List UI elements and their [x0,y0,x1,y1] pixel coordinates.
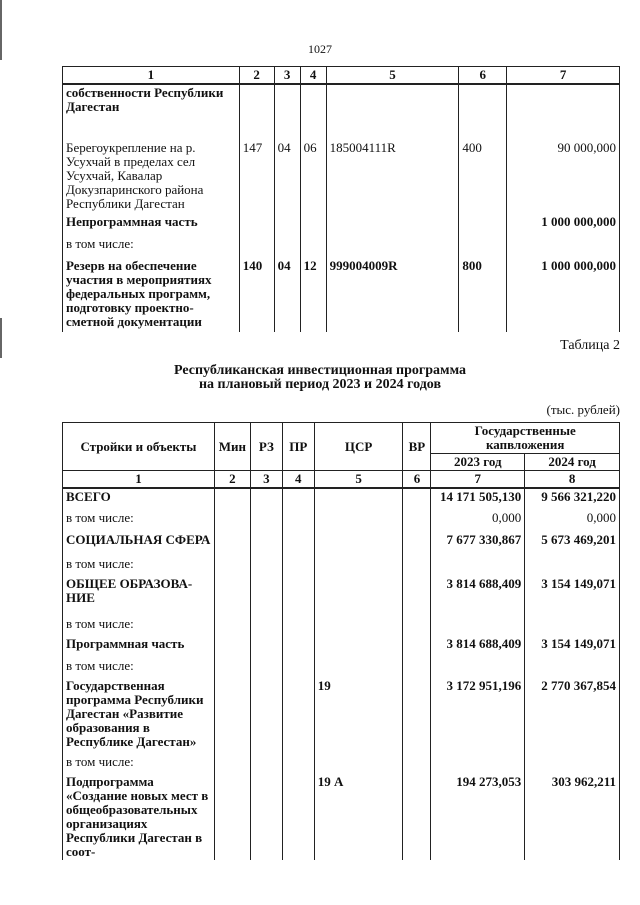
column-number: 7 [431,471,525,489]
row-name: Непрограммная часть [63,214,240,236]
cell-pr: 06 [300,140,326,214]
row-name: в том числе: [63,658,215,678]
row-name: в том числе: [63,754,215,774]
cell-csr [314,636,403,658]
column-number: 7 [507,67,620,85]
table-row [63,236,620,258]
row-name: Подпрограмма «Создание новых мест в общеобразовательных организациях Республики Дагестан в соот- [63,774,215,860]
cell-rz [274,84,300,140]
cell-2023: 7 677 330,867 [431,532,525,556]
cell-2024 [525,556,620,576]
cell-2023 [431,556,525,576]
cell-csr [326,84,459,140]
cell-csr [326,236,459,258]
cell-amount: 90 000,000 [507,140,620,214]
header-min: Мин [214,423,250,471]
cell-min [239,236,274,258]
table-row [63,510,620,532]
cell-pr [300,214,326,236]
cell-csr [314,510,403,532]
table-row [63,488,620,510]
cell-csr [314,556,403,576]
table-row [63,214,620,236]
column-number: 1 [63,67,240,85]
table-1-header-row [63,67,620,85]
cell-2024 [525,754,620,774]
row-name: Программная часть [63,636,215,658]
header-rz: РЗ [250,423,282,471]
cell-amount: 1 000 000,000 [507,214,620,236]
table-row [63,140,620,214]
cell-min: 140 [239,258,274,332]
column-number: 6 [459,67,507,85]
column-number: 3 [250,471,282,489]
cell-min: 147 [239,140,274,214]
cell-2023: 3 172 951,196 [431,678,525,754]
cell-vr: 400 [459,140,507,214]
cell-2024: 5 673 469,201 [525,532,620,556]
header-vr: ВР [403,423,431,471]
column-number: 5 [314,471,403,489]
cell-csr: 999004009R [326,258,459,332]
table-row [63,636,620,658]
header-csr: ЦСР [314,423,403,471]
table-row [63,774,620,860]
cell-csr [326,214,459,236]
row-name: собственности Республики Дагестан [63,84,240,140]
cell-vr: 800 [459,258,507,332]
row-name: в том числе: [63,510,215,532]
header-2024: 2024 год [525,454,620,471]
row-name: в том числе: [63,556,215,576]
cell-2024 [525,658,620,678]
column-number: 2 [239,67,274,85]
cell-2023 [431,754,525,774]
cell-2023: 3 814 688,409 [431,576,525,616]
cell-2024 [525,616,620,636]
page-title [0,364,640,392]
cell-2024: 2 770 367,854 [525,678,620,754]
cell-amount [507,236,620,258]
cell-rz [274,214,300,236]
table-row [63,258,620,332]
table-row [63,84,620,140]
row-name: ВСЕГО [63,488,215,510]
column-number: 5 [326,67,459,85]
title-line-1: Республиканская инвестиционная программа [173,363,467,378]
units-note: (тыс. рублей) [546,402,620,417]
header-2023: 2023 год [431,454,525,471]
table-2 [62,422,620,860]
cell-pr [300,84,326,140]
cell-rz: 04 [274,258,300,332]
cell-2023 [431,616,525,636]
header-pr: ПР [282,423,314,471]
row-name: в том числе: [63,236,240,258]
table-label: Таблица 2 [560,338,620,353]
cell-csr [314,754,403,774]
cell-vr [459,214,507,236]
cell-2024: 3 154 149,071 [525,636,620,658]
table-row [63,532,620,556]
column-number: 6 [403,471,431,489]
table-row [63,678,620,754]
page-number: 1027 [308,42,332,56]
cell-2024: 303 962,211 [525,774,620,860]
column-number: 1 [63,471,215,489]
cell-min [239,214,274,236]
cell-2023: 194 273,053 [431,774,525,860]
table-row [63,658,620,678]
cell-csr [314,532,403,556]
column-number: 8 [525,471,620,489]
cell-csr [314,488,403,510]
cell-pr [300,236,326,258]
table-2-header-row [63,423,620,454]
cell-2023: 0,000 [431,510,525,532]
cell-csr [314,616,403,636]
column-number: 3 [274,67,300,85]
cell-csr [314,576,403,616]
cell-2023 [431,658,525,678]
table-row [63,576,620,616]
cell-pr: 12 [300,258,326,332]
column-number: 4 [282,471,314,489]
cell-rz [274,236,300,258]
margin-mark [0,318,2,358]
row-name: Государственная программа Республики Дагестан «Развитие образования в Республике Дагестан» [63,678,215,754]
header-capital-investments: Государственные капвложения [431,423,620,454]
title-line-2: на плановый период 2023 и 2024 годов [198,377,442,392]
row-name: в том числе: [63,616,215,636]
cell-amount [507,84,620,140]
cell-csr [314,658,403,678]
row-name: Резерв на обеспечение участия в мероприятиях федеральных программ, подготовку проектно-сметной документации [63,258,240,332]
header-name: Стройки и объекты [63,423,215,471]
cell-csr: 19 [314,678,403,754]
cell-rz: 04 [274,140,300,214]
cell-2024: 9 566 321,220 [525,488,620,510]
table-row [63,616,620,636]
table-row [63,754,620,774]
cell-min [239,84,274,140]
cell-2023: 14 171 505,130 [431,488,525,510]
row-name: СОЦИАЛЬНАЯ СФЕРА [63,532,215,556]
table-row [63,556,620,576]
row-name: ОБЩЕЕ ОБРАЗОВА-НИЕ [63,576,215,616]
column-number: 4 [300,67,326,85]
cell-vr [459,236,507,258]
cell-csr: 19 А [314,774,403,860]
cell-csr: 185004111R [326,140,459,214]
cell-amount: 1 000 000,000 [507,258,620,332]
cell-2024: 3 154 149,071 [525,576,620,616]
cell-2023: 3 814 688,409 [431,636,525,658]
row-name: Берегоукрепление на р. Усухчай в пределах сел Усухчай, Кавалар Докузпаринского района Республики Дагестан [63,140,240,214]
cell-2024: 0,000 [525,510,620,532]
cell-vr [459,84,507,140]
table-1 [62,66,620,332]
column-number: 2 [214,471,250,489]
table-2-number-row [63,471,620,489]
